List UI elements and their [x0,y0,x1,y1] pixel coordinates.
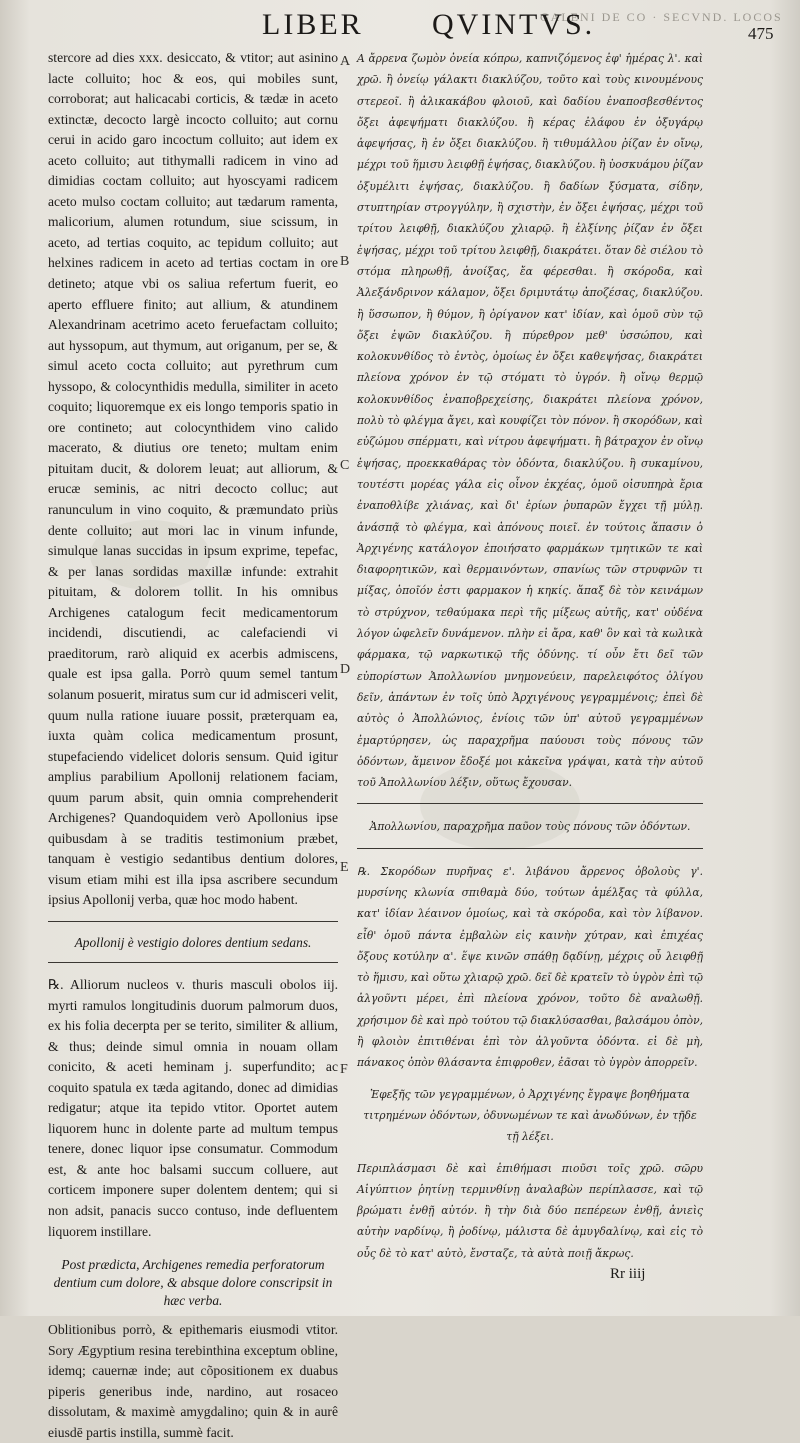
divider [357,803,703,804]
greek-paragraph: Α ἄρρενα ζωμὸν ὀνεία κόπρω, καπνιζόμενος ἐφ' ἡμέρας λ'. καὶ χρῶ. ἢ ὀνείῳ γάλακτι διακλύζου, τοῦτο καὶ τοὺς κινουμένους στερεοῖ. ἢ ἀλικακάβου φλοιοῦ, καὶ δαδίου ἐναποσβεσθέντος ὄξει ἀφεψήματι διακλύζου. ἢ κέρας ἐλάφου ἐν ὀξυγάρῳ ἀφεψήσας, ἢ ἐν ὄξει διακλύζου. ἢ τιθυμάλλου ῥίζαν ἐν οἴνῳ, μέχρι τοῦ ἥμισυ λειφθῇ ἑψήσας, διακλύζου. ἢ ὑοσκυάμου ῥίζαν ὀξυμέλιτι ἑψήσας, διακλύζου. ἢ δαδίων ξύσματα, σίδην, στυπτηρίαν στρογγύλην, ἢ σχιστὴν, ἐν ὄξει ἑψήσας, μέχρι τοῦ τρίτου λειφθῇ, διακλύζου χλιαρῷ. ἢ ἑλξίνης ῥίζαν ἐν ὄξει ἑψήσας, μέχρι τοῦ τρίτου λειφθῇ, διακράτει. ὅταν δὲ σιέλου τὸ στόμα πληρωθῇ, ἀνοίξας, ἔα φέρεσθαι. ἢ σκόροδα, καὶ Ἀλεξάνδρινον κάλαμον, ὄξει δριμυτάτῳ ἀποζέσας, διακλύζου. ἢ ὕσσωπον, ἢ θύμον, ἢ ὀρίγανον κατ' ἰδίαν, καὶ ὁμοῦ σὺν τῷ ὄξει ἑψῶν διακλύζου. ἢ πύρεθρον μεθ' ὑσσώπου, καὶ κολοκυνθίδος τὸ ἐντὸς, ὁμοίως ἐν ὄξει καθεψήσας, διακράτει πλείονα χρόνον ἐν τῷ στόματι τὸ ὑγρόν. ἢ οἴνῳ θερμῷ κολοκυνθίδος ἐναποβρεχείσης, διακράτει πλείονα χρόνον, πολὺ τὸ φλέγμα ἄγει, καὶ κουφίζει τὸν πόνον. ἢ σκορόδων, καὶ εὐζώμου σπέρματι, καὶ νίτρου ἀφεψήματι. ἢ βάτραχον ἐν οἴνῳ ἑψήσας, προεκκαθάρας τὸν ὀδόντα, διακλύζου. ἢ συκαμίνου, τουτέστι μορέας γάλα εἰς οἶνον ἐκχέας, ὁμοῦ οἰσυπηρὰ ἔρια ἐναποθλίβε χλιάνας, καὶ δι' ἐρίων ῥυπαρῶν ἔγχει τῇ μύλῃ. ἀνάσπᾷ τὸ φλέγμα, καὶ ἀπόνους ποιεῖ. ἐν τούτοις ἅπασιν ὁ Ἀρχιγένης κατάλογον ἐποιήσατο φαρμάκων τμητικῶν τε καὶ διαφορητικῶν, καὶ θερμαινόντων, σπανίως τῶν στρυφνῶν τι μίξας, ὁποῖόν ἐστι φαρμακον ἡ κηκίς. ἅπαξ δὲ τὸν κεινάμων τὸ στρύχνον, τεθαύμακα περὶ τῆς μίξεως αὐτῆς, κατ' οὐδένα λόγον ὠφελεῖν δυνάμενον. πλὴν εἰ ἄρα, καθ' ὃν καὶ τὰ κωλικὰ φάρμακα, τῷ ναρκωτικῷ τῆς ὀδύνης. τί οὖν ἔτι δεῖ τῶν εὐπορίστων Ἀπολλωνίου μνημονεύειν, παρελειφότος ὀλίγου δεῖν, ἁπάντων ἐν τοῖς ὑπὸ Ἀρχιγένους γεγραμμένοις; ἐπεὶ δὲ αὐτὸς ὁ Ἀπολλώνιος, ἐνίοις τῶν ὑπ' αὐτοῦ γεγραμμένων ἐμαρτύρησεν, ὡς παραχρῆμα παύουσι τοὺς πόνους τῶν ὀδόντων, ἄμεινον ἔδοξέ μοι κἀκεῖνα γράψαι, κατὰ τὴν αὐτοῦ τοῦ Ἀπολλωνίου λέξιν, οὕτως ἔχουσαν. [357,52,703,790]
divider [357,848,703,849]
margin-letter-f: F [340,1062,348,1077]
margin-letter-c: C [340,458,350,473]
running-header [0,6,800,43]
latin-paragraph: stercore ad dies xxx. desiccato, & vtitor; aut asinino lacte colluito; hoc & eos, qui mobiles sunt, corroborat; aut halicacabi corticis, & tædæ in aceto extinctæ, decocto largè incocto colluito; aut cornu cerui in acido garo incoctum colluito; aut idem ex aceto colluito; aut tithymalli radicem in vino ad dimidias coctam colluito; aut hyoscyami radicem aceto mulso coctam colluito; aut tædarum ramenta, malicorium, alumen rotundum, siue scissum, in aceto, ad tertias coquito, ac tepidum colluito; aut helxines radicem in aceto ad tertias coctam in ore detineto; atque vbi os saliua refertum fuerit, eo aperto effluere finito; aut allium, & atundinem Alexandrinam acetrimo aceto feruefactam colluito; aut hyssopum, aut thymum, aut origanum, per se, & simul aceto cocta colluito; aut pyrethrum cum hyssopo, & colocynthidis medulla, similiter in aceto coquito; liquoremque ex eis longo temporis spatio in ore contineto; aut colocynthidem vino calido macerato, & diutius ore teneto; multam enim pituitam ducit, & dolorem leuat; aut alliorum, & erucæ seminis, ac nitri decocto colluc; aut ranunculum in vino coquito, & præmundato priùs dente colluito; aut mori lac in vinum infunde, simulque lanas succidas in ipsum exprime, tepefac, & per lanas sordidas maxillæ infunde: extrahit pituitam, & dolorem tollit. In his omnibus Archigenes catalogum fecit medicamentorum incidendi, discutiendi, ac calefaciendi vi praeditorum, rarò aliquid ex acerbis admiscens, quale est ipsa galla. Porrò quum semel tantum solanum posuerit, miratus sum cur id admisceri velit, quum nulla ratione iuuare possit, præterquam ea, iuxta quàm colica medicamentum prosunt, stupefaciendo videlicet doloris sensum. Quid igitur amplius parabilium Apollonij relationem faciam, quum parum absit, quin omnia comprehenderit Archigenes? Quandoquidem verò Apollonius ipse quibusdam à se traditis testimonium præbet, tanquam è vestigio sedantibus dentium dolores, visum etiam mihi est illa ipsa ascribere secundum ipsius Apollonij verba, quæ hoc modo habent. [48,50,338,908]
latin-recipe: Oblitionibus porrò, & epithemaris eiusmodi vtitor. Sory Ægyptium resina terebinthina exceptum obline, idemq; cauernæ inde; aut cõpositionem ex duabus piperis generibus inde, nardino, aut rosaceo dissolutam, & maximè amygdalino; quin & in aurê eiusdē partis instilla, summè facit. [48,1322,338,1440]
greek-heading-apollonius: Ἀπολλωνίου, παραχρῆμα παῦον τοὺς πόνους τῶν ὀδόντων. [369,820,691,834]
signature-mark: Rr iiij [610,1266,646,1282]
divider [48,921,338,922]
margin-letter-a: A [340,54,351,69]
margin-letter-d: D [340,662,351,677]
latin-column [48,48,338,1443]
margin-letter-b: B [340,254,350,269]
latin-heading-apollonius: Apollonij è vestigio dolores dentium sedans. [74,934,312,950]
header-left-title: LIBER [262,8,364,41]
greek-recipe: ℞. Σκορόδων πυρῆνας ε'. λιβάνου ἄρρενος ὀβολοὺς γ'. μυρσίνης κλωνία σπιθαμὰ δύο, τούτων ἀμέλξας τὰ φύλλα, κατ' ἰδίαν λέαινον ὁμοίως, καὶ τὰ σκόροδα, καὶ τὸν λίβανον. εἶθ' ὁμοῦ πάντα ἐμβαλὼν εἰς καινὴν χύτραν, καὶ ἐπιχέας ὄξους κοτύλην α'. ἕψε κινῶν σπάθῃ δᾳδίνῃ, μέχρις οὗ λειφθῇ τὸ ἥμισυ, καὶ οὕτω χλιαρῷ χρῶ. δεῖ δὲ κρατεῖν τὸ ὑγρὸν ἐπὶ τῷ ἀλγοῦντι μέρει, ἐπὶ πλείονα χρόνον, τοῦτο δὲ αναλωθῇ. χρήσιμον δὲ καὶ πρὸ τούτου τῷ διακλύσασθαι, βαλσάμου ὀπὸν, ἢ φλοιὸν ἐπιτιθέναι ἐπὶ τὸν ἀλγοῦντα ὀδόντα. εἰ δὲ μὴ, πάνακος ὀπὸν θλάσαντα ἐπιφροθεν, ἐᾶσαι τὸ ὑγρὸν ἀπορρεῖν. [357,864,703,1070]
header-right-title: QVINTVS. [432,8,596,41]
greek-heading-archigenes: Ἑφεξῆς τῶν γεγραμμένων, ὁ Ἀρχιγένης ἔγραψε βοηθήματα τιτρημένων ὀδόντων, ὀδυνωμένων τε καὶ ἀνωδύνων, ἐν τῇδε τῇ λέξει. [363,1087,697,1144]
latin-heading-archigenes: Post prædicta, Archigenes remedia perforatorum dentium cum dolore, & absque dolore conscripsit in hæc verba. [53,1257,333,1309]
page-number: 475 [748,24,774,43]
greek-column [357,48,703,1264]
margin-letter-e: E [340,860,349,875]
greek-recipe: Περιπλάσμασι δὲ καὶ ἐπιθήμασι πιοῦσι τοῖς χρῶ. σῶρυ Αἰγύπτιον ῥητίνῃ τερμινθίνῃ ἀναλαβὼν περίπλασσε, καὶ τῷ βρώματι ἐνθῇ αὐτόν. ἢ τὴν διὰ δύο πεπέρεων ἐνθῇ, ἀνιεὶς αὐτὴν ναρδίνῳ, ἢ ῥοδίνῳ, μάλιστα δὲ ἀμυγδαλίνῳ, καὶ εἰς τὸ οὖς δὲ τὸ κατ' αὐτὸ, ἔνσταζε, τὰ αὐτὰ ποιῇ ἄκρως. [357,1161,703,1260]
divider [48,962,338,963]
latin-recipe: ℞. Alliorum nucleos v. thuris masculi obolos iij. myrti ramulos longitudinis duorum palmorum duos, ex his folia decerpta per se terito, similiter & allium, & thus; deinde simul omnia in nouam ollam conicito, & aceti heminam j. superfundito; ac coquito spatula ex tæda agitando, donec ad dimidias redigatur; atque ita tepido vtitor. Oportet autem liquorem hunc in dolente parte ad multum tempus tenere, donec liquor ipse consumatur. Commodum est, & ante hoc balsami succum colluere, aut corticem imponere super dolentem dentem; qui si non adsit, panacis succo contuso, inde defluentem liquorem instillare. [48,976,338,1239]
bleed-through-text: GALENI DE CO · SECVND. LOCOS [540,10,783,24]
